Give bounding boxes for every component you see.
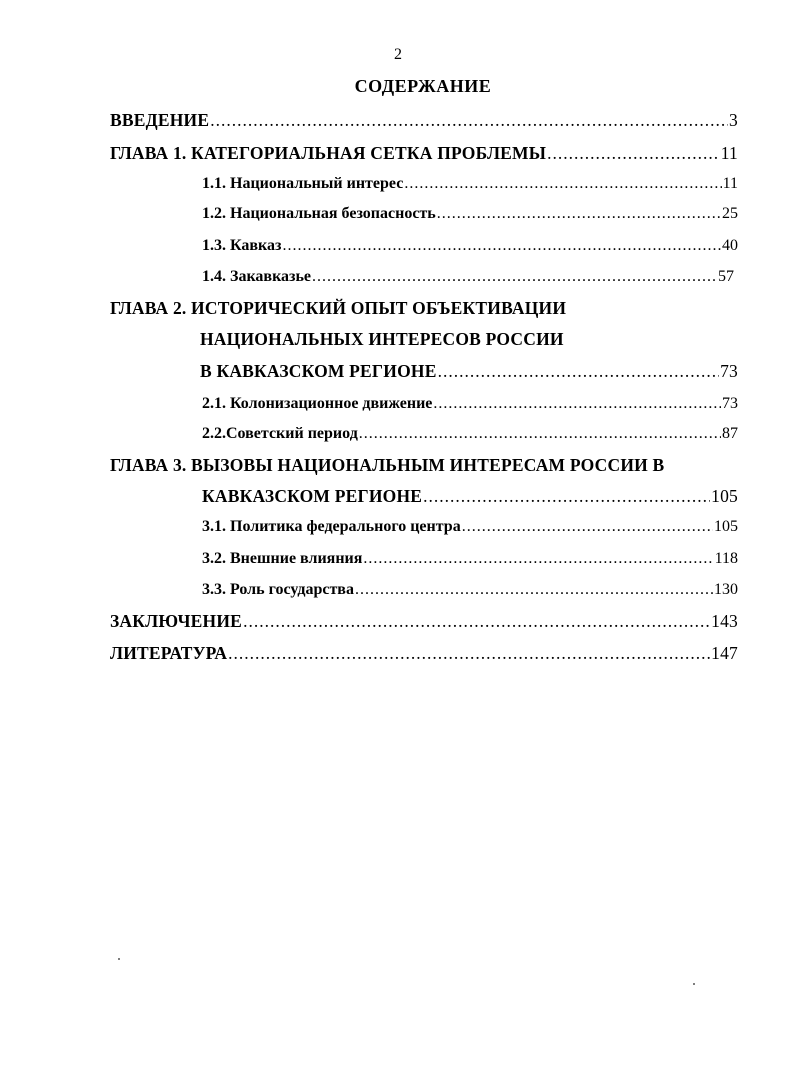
toc-entry-label: 1.3. Кавказ (202, 237, 282, 254)
toc-entry-label: ВВЕДЕНИЕ (110, 110, 210, 130)
toc-entry-last-line (200, 359, 738, 383)
toc-entry-section-1-1[interactable] (202, 172, 738, 196)
toc-entry-conclusion[interactable] (110, 609, 738, 633)
dot-leader (423, 484, 710, 508)
toc-entry-label: В КАВКАЗСКОМ РЕГИОНЕ (200, 361, 437, 381)
dot-leader (210, 108, 728, 132)
toc-entry-section-2-2[interactable] (202, 422, 738, 446)
scan-speck (693, 983, 695, 985)
toc-entry-label: 2.2.Советский период (202, 425, 358, 442)
dot-leader (404, 172, 721, 196)
toc-entry-label: 3.3. Роль государства (202, 581, 354, 598)
dot-leader (547, 141, 720, 165)
toc-entry-page: 3 (729, 110, 738, 130)
toc-entry-page: 25 (722, 205, 738, 222)
toc-entry-label: 1.2. Национальная безопасность (202, 205, 436, 222)
toc-entry-label: 3.1. Политика федерального центра (202, 518, 461, 535)
toc-entry-intro[interactable] (110, 108, 738, 132)
dot-leader (243, 609, 710, 633)
scan-speck (118, 958, 120, 960)
toc-title: СОДЕРЖАНИЕ (354, 76, 492, 96)
toc-entry-page: 73 (722, 395, 738, 412)
toc-entry-last-line (202, 484, 738, 508)
dot-leader (355, 578, 713, 602)
toc-entry-page: 130 (714, 581, 738, 598)
toc-entry-section-1-2[interactable] (202, 202, 738, 226)
toc-entry-section-3-1[interactable] (202, 515, 738, 539)
toc-entry-section-3-2[interactable] (202, 547, 738, 571)
dot-leader (462, 515, 713, 539)
toc-entry-label: ЗАКЛЮЧЕНИЕ (110, 611, 243, 631)
toc-entry-label: 2.1. Колонизационное движение (202, 395, 433, 412)
dot-leader (438, 359, 720, 383)
toc-entry-page: 147 (711, 643, 738, 663)
toc-entry-page: 105 (714, 518, 738, 535)
toc-entry-section-1-3[interactable] (202, 234, 738, 258)
toc-entry-chapter-1[interactable] (110, 141, 738, 165)
toc-entry-label: 1.1. Национальный интерес (202, 175, 404, 192)
toc-entry-page: 40 (722, 237, 738, 254)
toc-entry-page: 57 (718, 268, 734, 285)
toc-entry-label: 3.2. Внешние влияния (202, 550, 363, 567)
toc-entry-label: ЛИТЕРАТУРА (110, 643, 228, 663)
toc-entry-section-3-3[interactable] (202, 578, 738, 602)
toc-entry-label: 1.4. Закавказье (202, 268, 312, 285)
dot-leader (433, 392, 721, 416)
dot-leader (228, 641, 710, 665)
dot-leader (282, 234, 721, 258)
toc-entry-page: 118 (714, 550, 738, 567)
toc-entry-label-line-2: НАЦИОНАЛЬНЫХ ИНТЕРЕСОВ РОССИИ (200, 329, 564, 349)
dot-leader (363, 547, 713, 571)
toc-entry-label: КАВКАЗСКОМ РЕГИОНЕ (202, 486, 423, 506)
toc-entry-section-2-1[interactable] (202, 392, 738, 416)
toc-entry-section-1-4[interactable] (202, 265, 734, 289)
toc-entry-label: ГЛАВА 1. КАТЕГОРИАЛЬНАЯ СЕТКА ПРОБЛЕМЫ (110, 143, 547, 163)
toc-entry-page: 73 (720, 361, 738, 381)
dot-leader (312, 265, 717, 289)
toc-entry-literature[interactable] (110, 641, 738, 665)
toc-entry-page: 11 (722, 175, 738, 192)
toc-entry-page: 105 (711, 486, 738, 506)
toc-entry-label-line-1: ГЛАВА 3. ВЫЗОВЫ НАЦИОНАЛЬНЫМ ИНТЕРЕСАМ РОССИИ В (110, 455, 665, 475)
dot-leader (437, 202, 721, 226)
toc-entry-page: 11 (720, 143, 738, 163)
toc-entry-page: 143 (711, 611, 738, 631)
dot-leader (359, 422, 721, 446)
toc-entry-page: 87 (722, 425, 738, 442)
toc-entry-label-line-1: ГЛАВА 2. ИСТОРИЧЕСКИЙ ОПЫТ ОБЪЕКТИВАЦИИ (110, 298, 567, 318)
page-number: 2 (394, 46, 402, 63)
